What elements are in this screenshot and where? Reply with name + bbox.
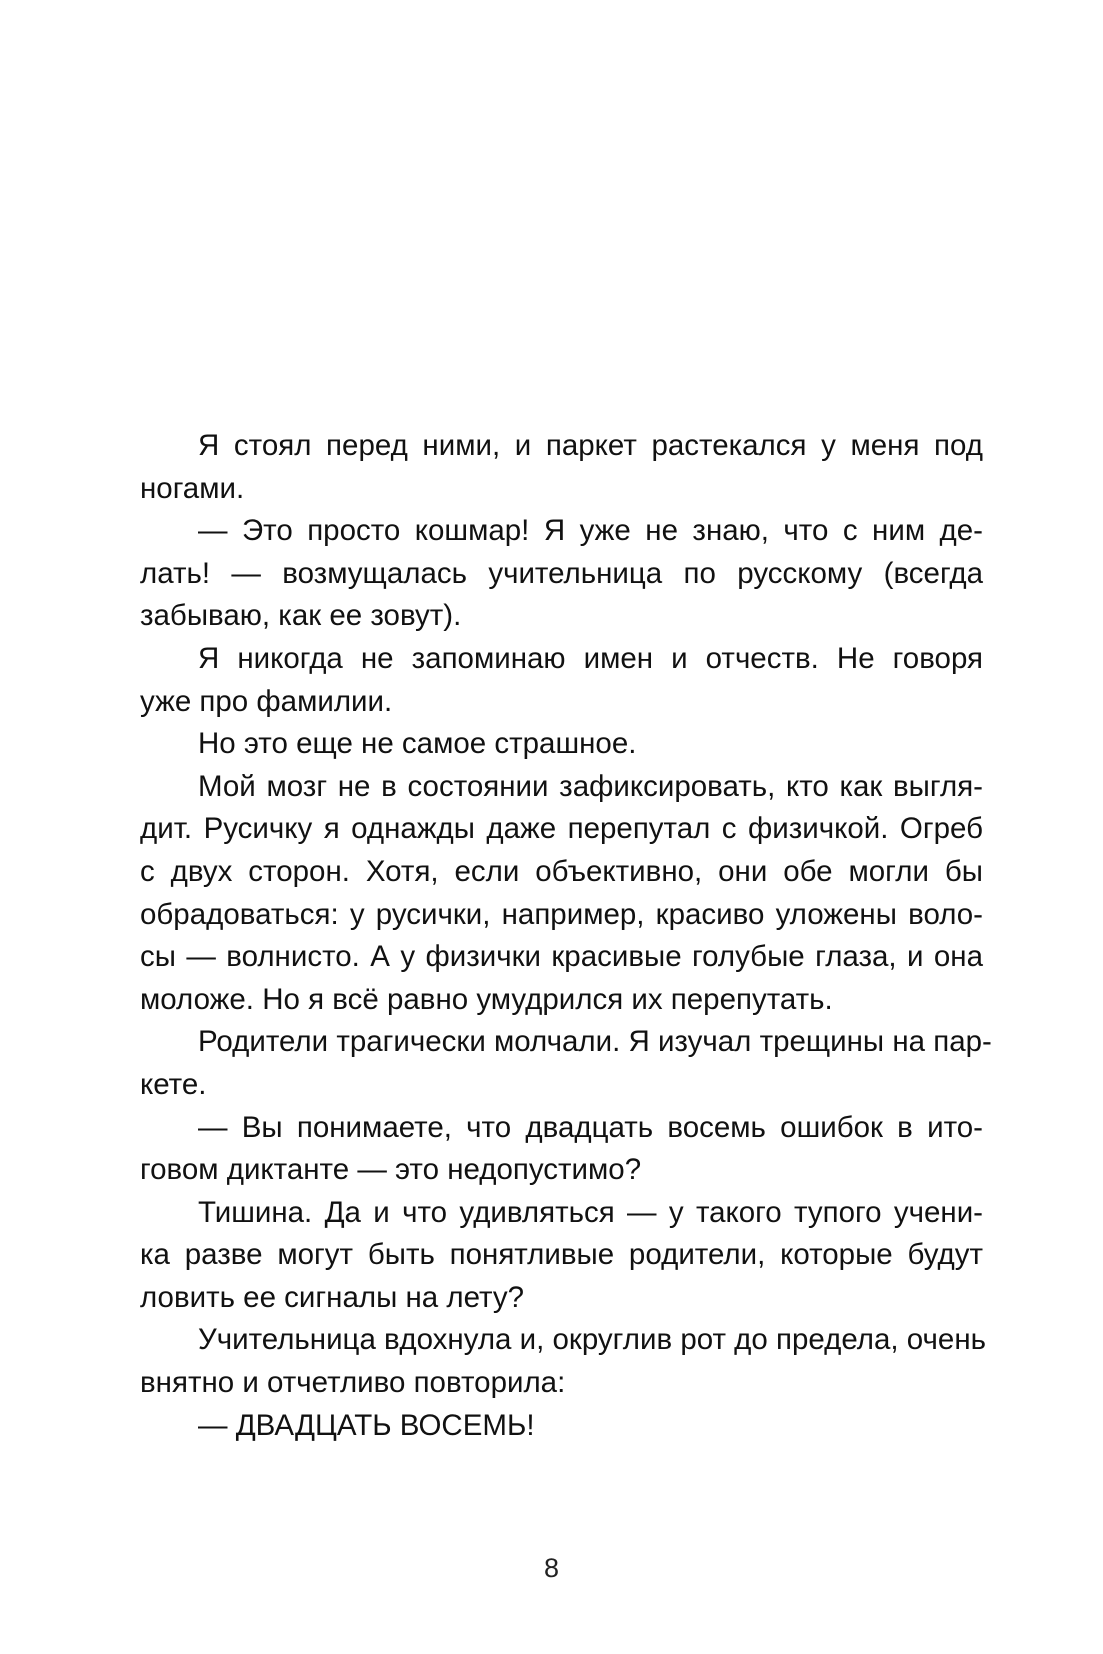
text-line: Мой мозг не в состоянии зафиксировать, кто как выгля- bbox=[198, 769, 983, 803]
text-line: Я никогда не запоминаю имен и отчеств. Не говоря bbox=[198, 641, 983, 675]
text-line: сы — волнисто. А у физички красивые голубые глаза, и она bbox=[140, 940, 983, 974]
text-line: говом диктанте — это недопустимо? bbox=[140, 1153, 642, 1187]
page-number: 8 bbox=[543, 1553, 560, 1583]
text-line: Я стоял перед ними, и паркет растекался у меня под bbox=[198, 429, 983, 462]
text-line: — Это просто кошмар! Я уже не знаю, что с ним де- bbox=[198, 514, 983, 548]
text-line: дит. Русичку я однажды даже перепутал с физичкой. Огреб bbox=[140, 812, 983, 846]
text-line: кете. bbox=[140, 1067, 207, 1101]
text-line: уже про фамилии. bbox=[140, 684, 393, 718]
text-line: моложе. Но я всё равно умудрился их перепутать. bbox=[140, 982, 833, 1016]
text-line: обрадоваться: у русички, например, красиво уложены воло- bbox=[140, 897, 983, 931]
text-line: внятно и отчетливо повторила: bbox=[140, 1366, 566, 1400]
body-text bbox=[140, 425, 992, 1447]
text-line: ногами. bbox=[140, 471, 245, 505]
text-line: Родители трагически молчали. Я изучал трещины на пар- bbox=[198, 1025, 992, 1059]
text-line: лать! — возмущалась учительница по русскому (всегда bbox=[140, 556, 983, 590]
text-line: — Вы понимаете, что двадцать восемь ошибок в ито- bbox=[198, 1110, 983, 1144]
text-line: ловить ее сигналы на лету? bbox=[140, 1280, 525, 1314]
text-line: Учительница вдохнула и, округлив рот до предела, очень bbox=[198, 1323, 986, 1357]
text-line: забываю, как ее зовут). bbox=[140, 599, 462, 633]
text-line: ка разве могут быть понятливые родители, которые будут bbox=[140, 1238, 983, 1272]
text-line: — ДВАДЦАТЬ ВОСЕМЬ! bbox=[198, 1408, 535, 1442]
text-line: с двух сторон. Хотя, если объективно, они обе могли бы bbox=[140, 854, 983, 888]
text-line: Тишина. Да и что удивляться — у такого тупого учени- bbox=[198, 1195, 983, 1229]
text-line: Но это еще не самое страшное. bbox=[198, 727, 637, 761]
